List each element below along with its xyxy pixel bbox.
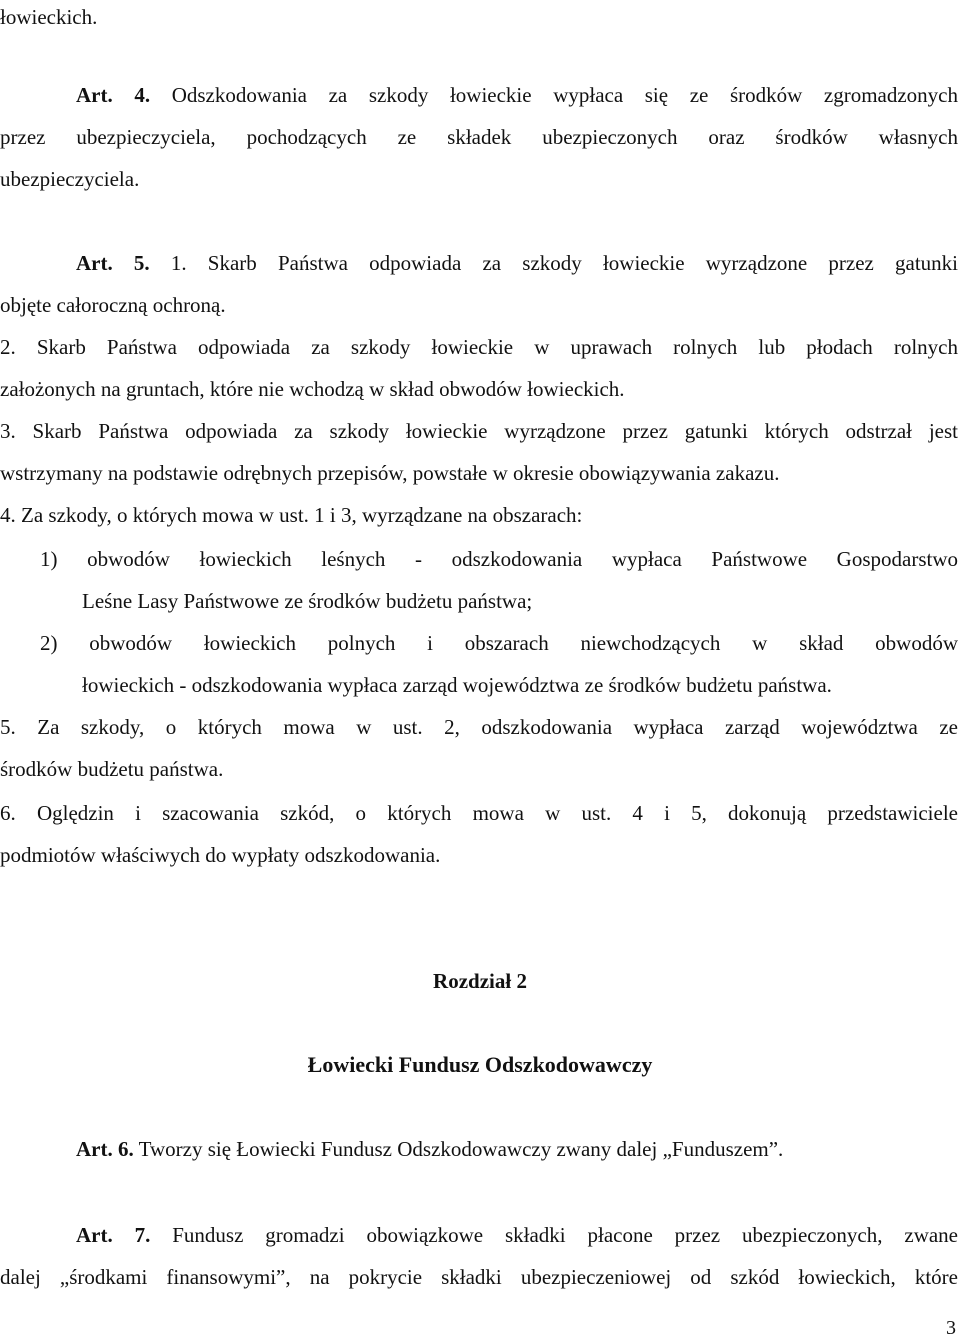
- list-item: 1) obwodów łowieckich leśnych - odszkodowania wypłaca Państwowe Gospodarstwo: [40, 547, 958, 571]
- chapter-title: Łowiecki Fundusz Odszkodowawczy: [307, 1052, 653, 1077]
- text-line: ubezpieczyciela.: [0, 167, 140, 191]
- art-4-paragraph-line: Art. 4. Odszkodowania za szkody łowieckie wypłaca się ze środków zgromadzonych: [76, 83, 958, 107]
- text-line: 6. Oględzin i szacowania szkód, o których mowa w ust. 4 i 5, dokonują przedstawiciele: [0, 801, 958, 825]
- article-label: Art. 4.: [76, 83, 151, 107]
- list-item-continuation: Leśne Lasy Państwowe ze środków budżetu państwa;: [82, 589, 533, 613]
- text-line: dalej „środkami finansowymi”, na pokrycie składki ubezpieczeniowej od szkód łowieckich, które: [0, 1265, 958, 1289]
- text-line: założonych na gruntach, które nie wchodzą w skład obwodów łowieckich.: [0, 377, 625, 401]
- page-number: 3: [946, 1317, 956, 1339]
- article-label: Art. 6.: [76, 1137, 134, 1161]
- text-line: 3. Skarb Państwa odpowiada za szkody łowieckie wyrządzone przez gatunki których odstrzał jest: [0, 419, 958, 443]
- text-line: 5. Za szkody, o których mowa w ust. 2, odszkodowania wypłaca zarząd województwa ze: [0, 715, 958, 739]
- chapter-heading: Rozdział 2: [433, 969, 527, 993]
- list-item: 2) obwodów łowieckich polnych i obszarach niewchodzących w skład obwodów: [40, 631, 958, 655]
- text-line: wstrzymany na podstawie odrębnych przepisów, powstałe w okresie obowiązywania zakazu.: [0, 461, 780, 485]
- text-line: 4. Za szkody, o których mowa w ust. 1 i 3, wyrządzane na obszarach:: [0, 503, 583, 527]
- text-line: przez ubezpieczyciela, pochodzących ze składek ubezpieczonych oraz środków własnych: [0, 125, 958, 149]
- list-item-continuation: łowieckich - odszkodowania wypłaca zarząd województwa ze środków budżetu państwa.: [82, 673, 832, 697]
- art-6-paragraph-line: Art. 6. Tworzy się Łowiecki Fundusz Odszkodowawczy zwany dalej „Funduszem”.: [76, 1137, 784, 1161]
- text-line: 2. Skarb Państwa odpowiada za szkody łowieckie w uprawach rolnych lub płodach rolnych: [0, 335, 958, 359]
- art-7-paragraph-line: Art. 7. Fundusz gromadzi obowiązkowe składki płacone przez ubezpieczonych, zwane: [76, 1223, 959, 1247]
- text-line: podmiotów właściwych do wypłaty odszkodowania.: [0, 843, 441, 867]
- article-label: Art. 5.: [76, 251, 150, 275]
- text-line: łowieckich.: [0, 5, 98, 29]
- article-label: Art. 7.: [76, 1223, 151, 1247]
- text-line: środków budżetu państwa.: [0, 757, 224, 781]
- text-line: objęte całoroczną ochroną.: [0, 293, 226, 317]
- art-5-paragraph-line: Art. 5. 1. Skarb Państwa odpowiada za szkody łowieckie wyrządzone przez gatunki: [76, 251, 959, 275]
